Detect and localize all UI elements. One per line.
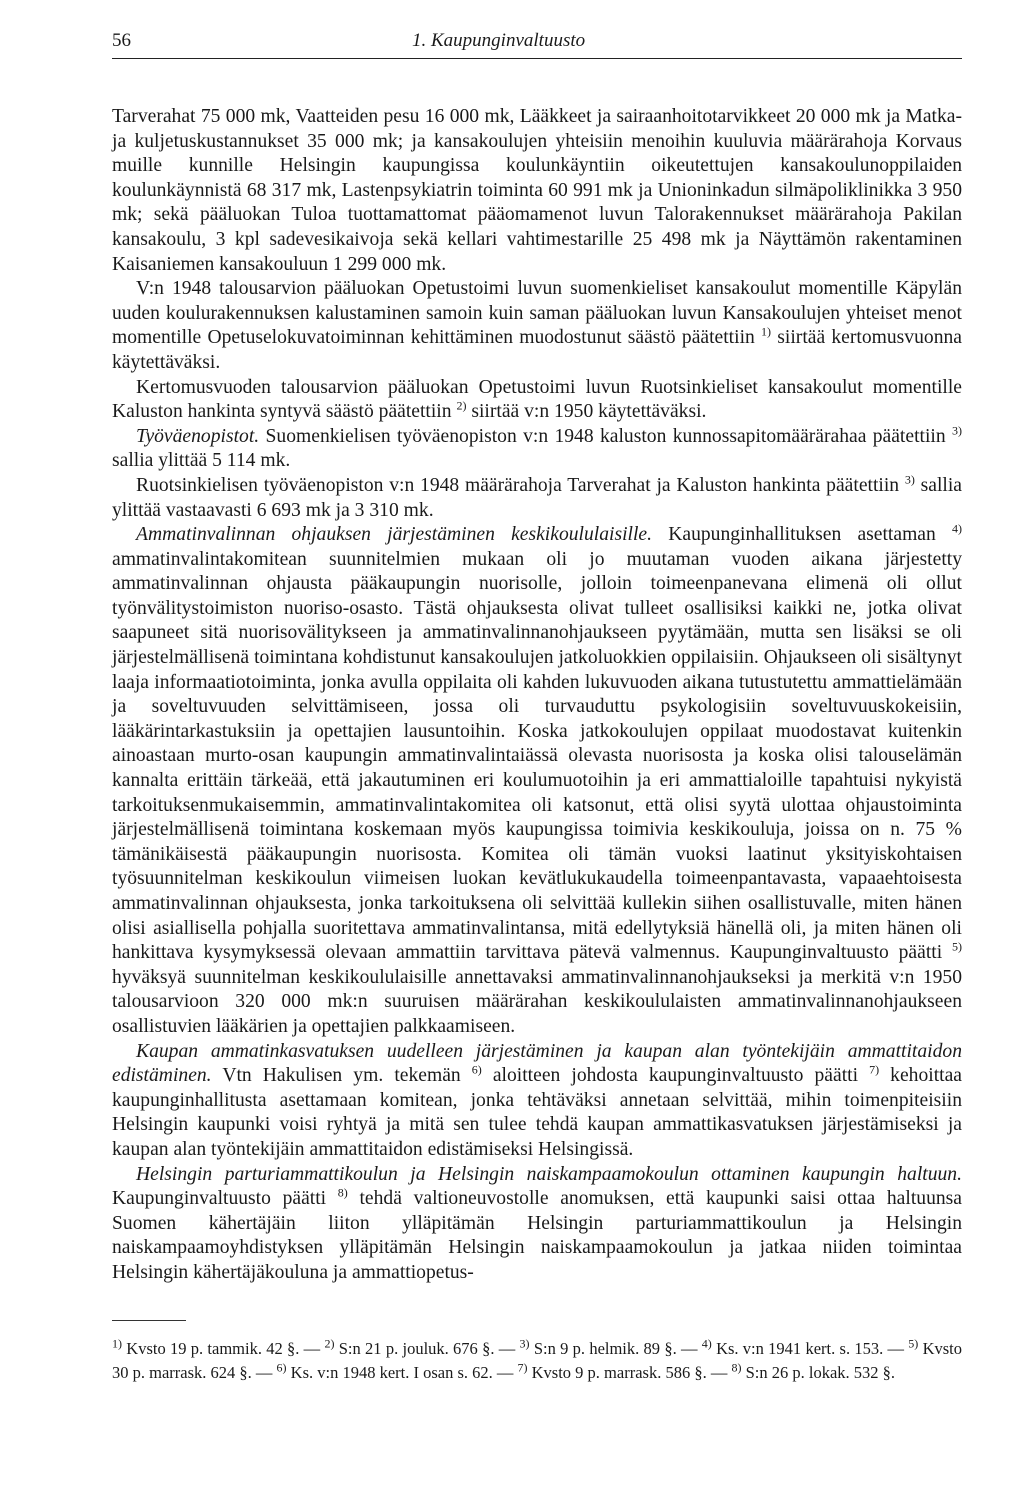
footnote-line (112, 1337, 962, 1385)
text-run: S:n 9 p. helmik. 89 §. — (529, 1338, 702, 1358)
text-run: Vtn Hakulisen ym. tekemän (211, 1065, 472, 1087)
text-run: siirtää v:n 1950 käytettäväksi. (466, 401, 707, 423)
paragraph (112, 105, 962, 277)
footnote-ref: 4) (701, 1336, 712, 1350)
text-run: Kaupunginvaltuusto päätti (112, 1188, 338, 1210)
footnote-ref: 2) (456, 398, 467, 413)
paragraph (112, 474, 962, 523)
text-run: Kaupunginhallituksen asettaman (652, 524, 952, 546)
text-run: S:n 21 p. jouluk. 676 §. — (334, 1338, 520, 1358)
text-run: kehoittaa kaupunginhallitusta asettamaan komitean, jonka tehtäväksi annetaan selvittää, mihin toimenpiteisiin Helsingin kaupunki voisi ryhtyä ja mitä sen tulee tehdä kaupan ammattikasvatuksen järjestämiseksi ja kaupan alan työntekijäin ammattitaidon edistämiseksi Helsingissä. (112, 1065, 962, 1160)
paragraph (112, 277, 962, 375)
text-run: sallia ylittää vastaavasti 6 693 mk ja 3 310 mk. (112, 474, 963, 521)
section-heading: Kaupan ammatinkasvatuksen uudelleen järjestäminen ja kaupan alan työntekijäin ammattitaidon edistäminen. (112, 1040, 962, 1087)
text-run: Kertomusvuoden talousarvion pääluokan Opetustoimi luvun Ruotsinkieliset kansakoulut momentille Kaluston hankinta syntyvä säästö päätettiin (112, 376, 962, 423)
text-run: ammatinvalintakomitean suunnitelmien mukaan oli jo muutaman vuoden aikana järjestetty ammatinvalinnan ohjausta pääkaupungin nuorisolle, jolloin toimeenpanevana elimenä oli ollut työnvälitystoimiston nuoriso-osasto. Tästä ohjauksesta olivat tulleet osallisiksi kaikki ne, jotka olivat saapuneet sitä nuorisovälitykseen ja ammatinvalinnanohjaukseen pyytämään, mutta sen lisäksi se oli järjestelmällisenä toimintana kohdistunut kansakoulujen jatkoluokkien oppilaisiin. Ohjaukseen oli sisältynyt laaja informaatiotoiminta, jonka avulla oppilaita oli kahden lukuvuoden aikana tutustutettu ammattielämään ja soveltuvuuden selvittämiseen, jossa oli turvauduttu psykologisiin soveltuvuuskokeisiin, lääkärintarkastuksiin ja opettajien lausuntoihin. Koska jatkokoulujen oppilaat muodostavat kuitenkin ainoastaan murto-osan kaupungin ammatinvalintaiässä olevasta nuorisosta ja koska olisi talouselämän kannalta erittäin tärkeää, että jakautuminen eri koulumuotoihin ja eri ammattialoille tapahtuisi nykyistä tarkoituksenmukaisemmin, ammatinvalintakomitea oli katsonut, että olisi syytä ulottaa ohjaustoiminta järjestelmällisenä toimintana koskemaan myös kaupungissa toimivia keskikouluja, joissa on n. 75 % tämänikäisestä pääkaupungin nuorisosta. Komitea oli tämän vuoksi laatinut yksityiskohtaisen työsuunnitelman keskikoulun viimeisen luokan kevätlukukaudella toimeenpantavasta, vapaaehtoisesta ammatinvalinnan ohjauksesta, jonka tarkoituksena oli selvittää kullekin siihen osallistuvalle, miten hänen olisi asiallisella pohjalla suoritettava ammatinvalintansa, mitä edellytyksiä hänellä oli, ja miten hänen oli hankittava kysymyksessä olevaan ammattiin tarvittava pätevä valmennus. Kaupunginvaltuusto päätti (112, 548, 962, 964)
footnote-rule (112, 1320, 186, 1321)
footnote-ref: 4) (952, 521, 962, 536)
text-run: sallia ylittää 5 114 mk. (112, 450, 291, 472)
text-run: V:n 1948 talousarvion pääluokan Opetustoimi luvun suomenkieliset kansakoulut momentille Käpylän uuden koulurakennuksen kalustaminen samoin kuin saman pääluokan luvun Kansakoulujen yhteiset menot momentille Opetuselokuvatoiminnan kehittäminen muodostunut säästö päätettiin (112, 278, 962, 349)
text-run: Tarverahat 75 000 mk, Vaatteiden pesu 16 000 mk, Lääkkeet ja sairaanhoitotarvikkeet 20 000 mk ja Matka- ja kuljetuskustannukset 35 000 mk; ja kansakoulujen yhteisiin menoihin kuuluvia määrärahoja Korvaus muille kunnille Helsingin kaupungissa koulunkäyntiin oikeutettujen kansakoulunoppilaiden koulunkäynnistä 68 317 mk, Lastenpsykiatrin toiminta 60 991 mk ja Unioninkadun silmäpoliklinikka 3 950 mk; sekä pääluokan Tuloa tuottamattomat pääomamenot luvun Talorakennukset määrärahoja Pakilan kansakoulu, 3 kpl sadevesikaivoja sekä kellari vahtimestarille 25 498 mk ja Näyttämön rakentaminen Kaisaniemen kansakouluun 1 299 000 mk. (112, 106, 962, 275)
text-run: Kvsto 30 p. marrask. 624 §. — (112, 1338, 963, 1382)
document-page (112, 22, 962, 1385)
text-run: Kvsto 19 p. tammik. 42 §. — (122, 1338, 325, 1358)
text-run: Kvsto 9 p. marrask. 586 §. — (527, 1362, 732, 1382)
text-run: siirtää kertomusvuonna käytettäväksi. (112, 327, 962, 373)
paragraph (112, 1040, 962, 1163)
section-heading: Työväenopistot. (136, 425, 260, 447)
text-run: tehdä valtioneuvostolle anomuksen, että kaupunki saisi ottaa haltuunsa Suomen kähertäjäin liiton ylläpitämän Helsingin parturiammattikoulun ja Helsingin naiskampaamoyhdistyksen ylläpitämän Helsingin naiskampaamokoulun ja jatkaa niiden toimintaa Helsingin kähertäjäkouluna ja ammattiopetus- (112, 1188, 962, 1283)
page-number: 56 (112, 30, 131, 51)
body-text (112, 105, 962, 1286)
footnotes (112, 1337, 962, 1385)
section-heading: Helsingin parturiammattikoulun ja Helsingin naiskampaamokoulun ottaminen kaupungin haltuun. (136, 1163, 962, 1185)
footnote-ref: 8) (731, 1360, 742, 1374)
footnote-ref: 3) (952, 423, 962, 438)
footnote-ref: 1) (112, 1336, 122, 1350)
text-run: aloitteen johdosta kaupunginvaltuusto päätti (481, 1065, 870, 1087)
page-header (112, 22, 962, 59)
text-run: S:n 26 p. lokak. 532 §. (741, 1362, 896, 1382)
footnote-ref: 1) (761, 324, 772, 339)
section-heading: Ammatinvalinnan ohjauksen järjestäminen keskikoululaisille. (136, 524, 653, 546)
paragraph (112, 425, 962, 474)
footnote-ref: 5) (908, 1336, 919, 1350)
footnote-ref: 6) (276, 1360, 287, 1374)
text-run: Ks. v:n 1941 kert. s. 153. — (711, 1338, 909, 1358)
footnote-ref: 7) (869, 1062, 880, 1077)
text-run: hyväksyä suunnitelman keskikoululaisille annettavaksi ammatinvalinnanohjaukseksi ja merkitä v:n 1950 talousarvioon 320 000 mk:n suuruisen määrärahan keskikoululaisten ammatinvalinnanohjaukseen osallistuvien lääkärien ja opettajien palkkaamiseen. (112, 966, 962, 1037)
paragraph (112, 523, 962, 1039)
footnote-ref: 5) (952, 939, 962, 954)
footnote-ref: 3) (519, 1336, 530, 1350)
footnote-ref: 8) (337, 1185, 348, 1200)
footnote-ref: 7) (517, 1360, 528, 1374)
text-run: Suomenkielisen työväenopiston v:n 1948 kaluston kunnossapitomäärärahaa päätettiin (259, 425, 952, 447)
text-run: Ruotsinkielisen työväenopiston v:n 1948 määrärahoja Tarverahat ja Kaluston hankinta päätettiin (136, 474, 905, 496)
footnote-ref: 3) (904, 472, 915, 487)
paragraph (112, 1163, 962, 1286)
text-run: Ks. v:n 1948 kert. I osan s. 62. — (286, 1362, 518, 1382)
paragraph (112, 376, 962, 425)
running-title: 1. Kaupunginvaltuusto (412, 30, 586, 51)
footnote-ref: 2) (324, 1336, 335, 1350)
footnote-ref: 6) (471, 1062, 482, 1077)
